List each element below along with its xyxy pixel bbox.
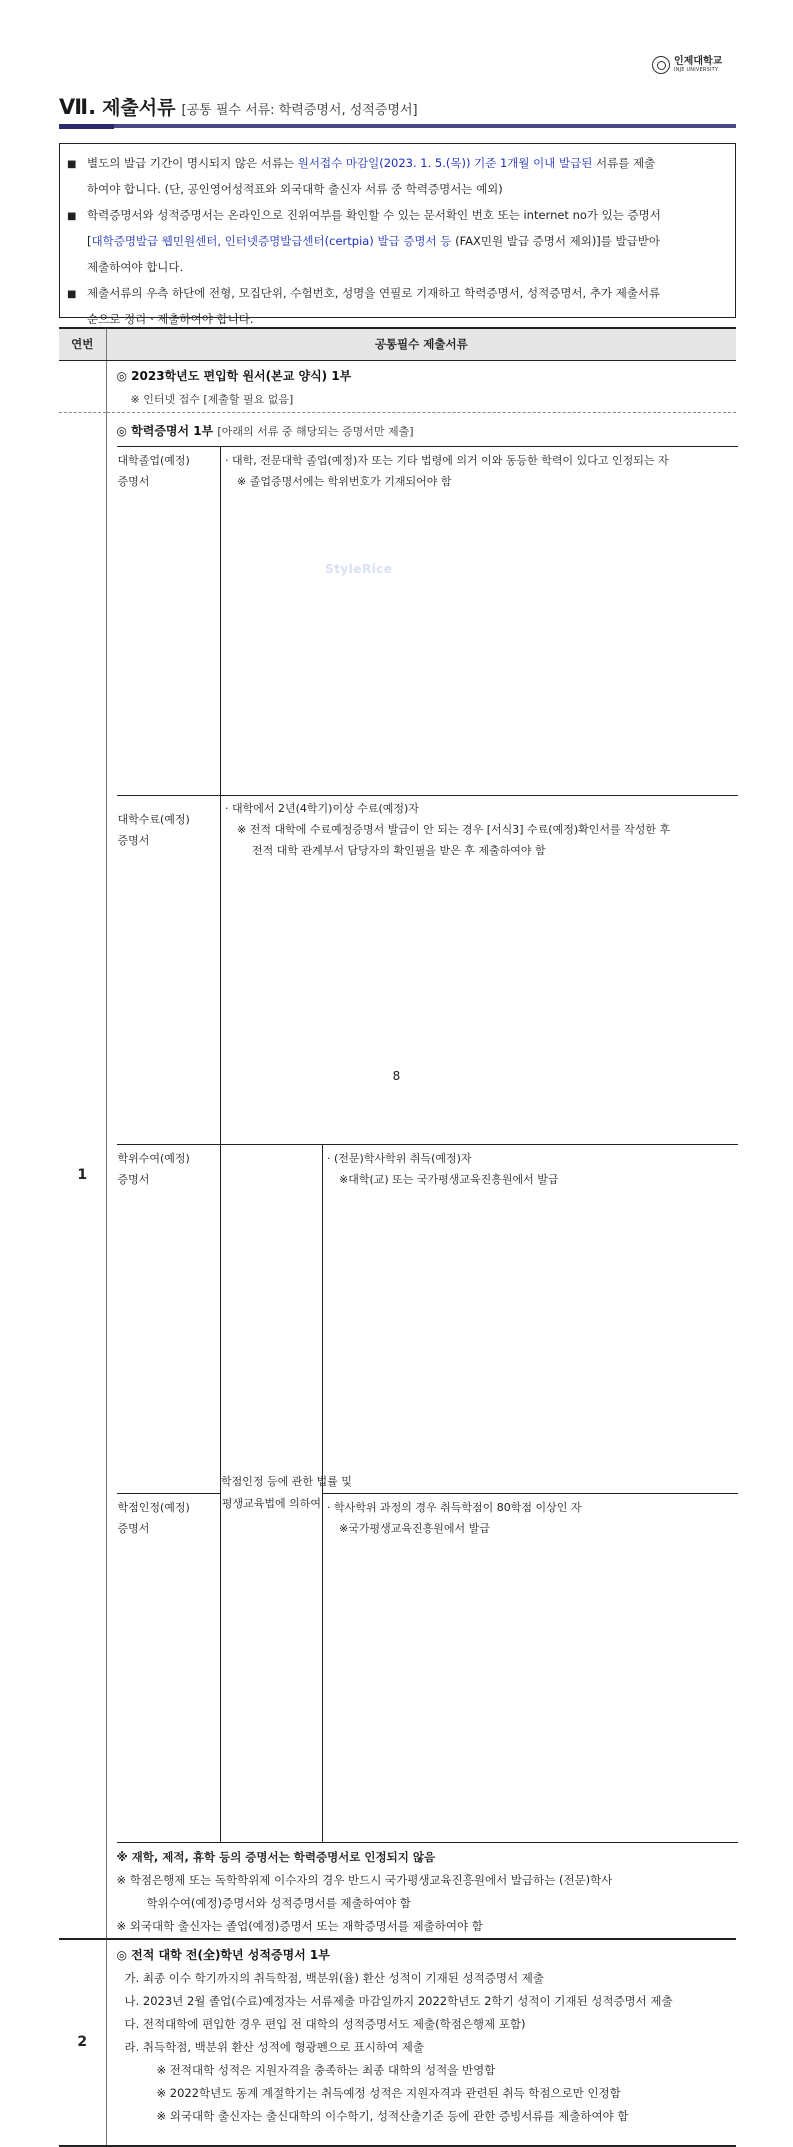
transcript-item: 가. 최종 이수 학기까지의 취득학점, 백분위(율) 환산 성적이 기재된 성적증명서 제출 bbox=[124, 1970, 544, 1985]
column-header-index: 연번 bbox=[59, 328, 106, 360]
section-name: 제출서류 bbox=[102, 97, 176, 119]
education-certificate-heading: ◎ 학력증명서 1부 [아래의 서류 중 해당되는 증명서만 제출] bbox=[116, 423, 414, 438]
application-form-note: ※ 인터넷 접수 [제출할 필요 없음] bbox=[130, 392, 294, 406]
education-docs-table bbox=[117, 446, 738, 1843]
section-number: Ⅶ. bbox=[59, 95, 97, 119]
transcript-note: ※ 전적대학 성적은 지원자격을 충족하는 최종 대학의 성적을 반영함 bbox=[156, 2062, 496, 2077]
transcript-item: 다. 전적대학에 편입한 경우 편입 전 대학의 성적증명서도 제출(학점은행제 포함) bbox=[124, 2016, 526, 2031]
doc-type-degree: 학위수여(예정) 증명서 bbox=[117, 1144, 221, 1493]
section-subtitle: [공통 필수 서류: 학력증명서, 성적증명서] bbox=[181, 103, 418, 118]
square-bullet-icon: ■ bbox=[67, 211, 77, 222]
transcript-item: 라. 취득학점, 백분위 환산 성적에 형광펜으로 표시하여 제출 bbox=[124, 2039, 425, 2054]
notice-box bbox=[59, 143, 736, 326]
notice-highlight: 원서접수 마감일(2023. 1. 5.(목)) 기준 1개월 이내 발급된 bbox=[297, 156, 593, 170]
page-number: 8 bbox=[392, 1069, 401, 1083]
notice-line: ■ 별도의 발급 기간이 명시되지 않은 서류는 원서접수 마감일(2023. 1. 5.(목)) 기준 1개월 이내 발급된 서류를 제출 bbox=[67, 150, 727, 176]
section-title bbox=[59, 93, 418, 120]
doc-type-graduation: 대학졸업(예정) 증명서 bbox=[117, 446, 221, 795]
logo-name-en: INJE UNIVERSITY bbox=[674, 67, 719, 73]
legal-basis-cell: 학점인정 등에 관한 법률 및 평생교육법에 의하여 bbox=[221, 1144, 323, 1842]
table-header-row bbox=[59, 328, 736, 360]
transcript-note: ※ 2022학년도 동계 계절학기는 취득예정 성적은 지원자격과 관련된 취득 학점으로만 인정함 bbox=[156, 2085, 621, 2100]
notice-line: [대학증명발급 웹민원센터, 인터넷증명발급센터(certpia) 발급 증명서 등 (FAX민원 발급 증명서 제외)]를 발급받아 bbox=[87, 234, 660, 248]
education-note: ※ 외국대학 출신자는 졸업(예정)증명서 또는 재학증명서를 제출하여야 함 bbox=[116, 1918, 483, 1933]
transcript-item: 나. 2023년 2월 졸업(수료)예정자는 서류제출 마감일까지 2022학년도 2학기 성적이 기재된 성적증명서 제출 bbox=[124, 1993, 673, 2008]
row-index bbox=[59, 360, 106, 412]
documents-table bbox=[59, 327, 736, 2147]
table-row: 학위수여(예정) 증명서 학점인정 등에 관한 법률 및 평생교육법에 의하여 · (전문)학사학위 취득(예정)자 ※대학(교) 또는 국가평생교육진흥원에서 발급 bbox=[117, 1144, 738, 1493]
row-index: 2 bbox=[59, 1939, 106, 2146]
square-bullet-icon: ■ bbox=[67, 159, 77, 170]
application-form-heading: ◎ 2023학년도 편입학 원서(본교 양식) 1부 bbox=[116, 368, 352, 383]
university-seal-icon bbox=[652, 56, 670, 74]
education-note: ※ 학점은행제 또는 독학학위제 이수자의 경우 반드시 국가평생교육진흥원에서 발급하는 (전문)학사 bbox=[116, 1872, 613, 1887]
notice-line: 제출하여야 합니다. bbox=[87, 260, 184, 274]
notice-line: 순으로 정리ㆍ제출하여야 합니다. bbox=[87, 312, 254, 326]
doc-type-credit: 학점인정(예정) 증명서 bbox=[117, 1493, 221, 1842]
title-rule-accent bbox=[59, 124, 114, 129]
logo-name-ko: 인제대학교 bbox=[674, 56, 723, 67]
university-logo bbox=[652, 56, 722, 74]
table-row bbox=[59, 1939, 736, 2146]
row-index: 1 bbox=[59, 412, 106, 1939]
notice-line: 하여야 합니다. (단, 공인영어성적표와 외국대학 출신자 서류 중 학력증명서는 예외) bbox=[87, 182, 503, 196]
title-rule bbox=[114, 124, 736, 128]
transcript-note: ※ 외국대학 출신자는 출신대학의 이수학기, 성적산출기준 등에 관한 증빙서류를 제출하여야 함 bbox=[156, 2108, 629, 2123]
table-row bbox=[59, 412, 736, 1939]
table-row: 대학졸업(예정) 증명서 · 대학, 전문대학 졸업(예정)자 또는 기타 법령에 의거 이와 동등한 학력이 있다고 인정되는 자 ※ 졸업증명서에는 학위번호가 기재되어야 함 bbox=[117, 446, 738, 795]
education-note: 학위수여(예정)증명서와 성적증명서를 제출하여야 함 bbox=[146, 1895, 411, 1910]
notice-line: ■ 제출서류의 우측 하단에 전형, 모집단위, 수험번호, 성명을 연필로 기재하고 학력증명서, 성적증명서, 추가 제출서류 bbox=[67, 280, 727, 306]
square-bullet-icon: ■ bbox=[67, 289, 77, 300]
notice-line: ■ 학력증명서와 성적증명서는 온라인으로 진위여부를 확인할 수 있는 문서확인 번호 또는 internet no가 있는 증명서 bbox=[67, 202, 727, 228]
warning-text: ※ 재학, 제적, 휴학 등의 증명서는 학력증명서로 인정되지 않음 bbox=[116, 1849, 436, 1864]
transcript-heading: ◎ 전적 대학 전(全)학년 성적증명서 1부 bbox=[116, 1947, 330, 1962]
table-row: 대학수료(예정) 증명서 · 대학에서 2년(4학기)이상 수료(예정)자 ※ 전적 대학에 수료예정증명서 발급이 안 되는 경우 [서식3] 수료(예정)확인서를 작성한 후 전적 대학 관계부서 담당자의 확인필을 받은 후 제출하여야 함 bbox=[117, 795, 738, 1144]
watermark: StyleRice bbox=[325, 562, 393, 576]
doc-type-completion: 대학수료(예정) 증명서 bbox=[117, 795, 221, 1144]
table-row: 학점인정(예정) 증명서 · 학사학위 과정의 경우 취득학점이 80학점 이상인 자 ※국가평생교육진흥원에서 발급 bbox=[117, 1493, 738, 1842]
table-row bbox=[59, 360, 736, 412]
column-header-docs: 공통필수 제출서류 bbox=[106, 328, 736, 360]
notice-highlight: 대학증명발급 웹민원센터, 인터넷증명발급센터(certpia) 발급 증명서 등 bbox=[91, 234, 452, 248]
